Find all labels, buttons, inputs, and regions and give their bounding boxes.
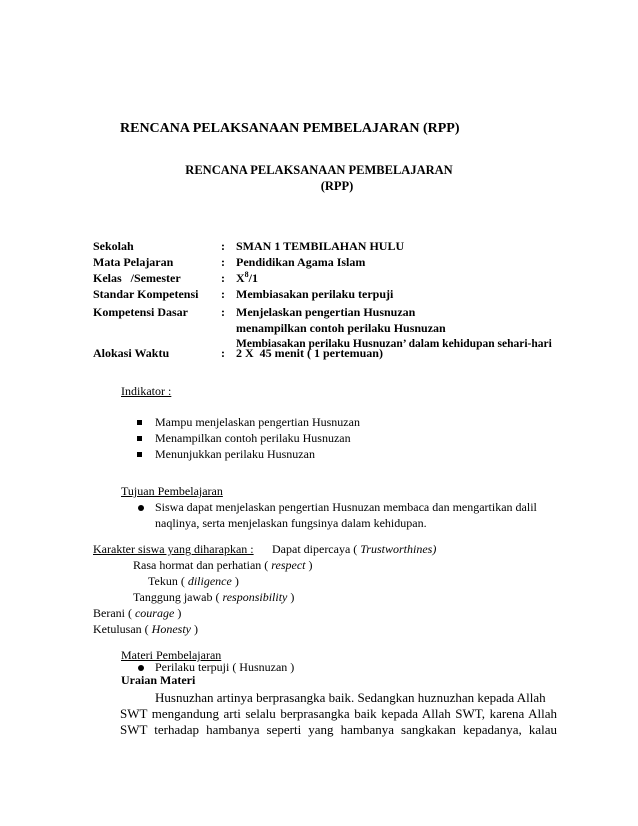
indikator-item: Mampu menjelaskan pengertian Husnuzan bbox=[155, 415, 360, 429]
karakter-close: ) bbox=[308, 558, 313, 572]
karakter-text: Ketulusan ( bbox=[93, 622, 149, 636]
tujuan-title: Tujuan Pembelajaran bbox=[121, 484, 223, 498]
subtitle-line-2: (RPP) bbox=[320, 179, 354, 193]
karakter-text: Dapat dipercaya ( bbox=[272, 542, 358, 556]
karakter-term: Trustworthines) bbox=[360, 542, 437, 556]
square-bullet-icon bbox=[137, 452, 142, 457]
page-title: RENCANA PELAKSANAAN PEMBELAJARAN (RPP) bbox=[120, 121, 460, 136]
karakter-term: respect bbox=[271, 558, 306, 572]
materi-item: Perilaku terpuji ( Husnuzan ) bbox=[155, 660, 295, 674]
karakter-title: Karakter siswa yang diharapkan : bbox=[93, 542, 254, 556]
tujuan-line-2: naqlinya, serta menjelaskan fungsinya dalam kehidupan. bbox=[155, 516, 427, 530]
value-alokasi-waktu: 2 X 45 menit ( 1 pertemuan) bbox=[236, 346, 383, 360]
karakter-text: Berani ( bbox=[93, 606, 132, 620]
kelas-value: X bbox=[236, 271, 245, 285]
square-bullet-icon bbox=[137, 420, 142, 425]
kelas-superscript: 8 bbox=[244, 270, 249, 279]
value-sekolah: SMAN 1 TEMBILAHAN HULU bbox=[236, 239, 405, 253]
materi-title: Materi Pembelajaran bbox=[121, 648, 222, 662]
uraian-line-2: SWT mengandung arti selalu berprasangka baik kepada Allah SWT, karena Allah bbox=[120, 706, 557, 721]
label-sekolah: Sekolah bbox=[93, 239, 134, 253]
karakter-item bbox=[272, 542, 436, 557]
separator: : bbox=[221, 305, 225, 319]
karakter-item bbox=[93, 622, 198, 637]
karakter-term: Honesty bbox=[151, 622, 191, 636]
karakter-text: Tanggung jawab ( bbox=[133, 590, 220, 604]
tujuan-line-1: Siswa dapat menjelaskan pengertian Husnuzan membaca dan mengartikan dalil bbox=[155, 500, 537, 514]
karakter-term: responsibility bbox=[222, 590, 288, 604]
indikator-item: Menampilkan contoh perilaku Husnuzan bbox=[155, 431, 351, 445]
label-alokasi-waktu: Alokasi Waktu bbox=[93, 346, 170, 360]
label-mata-pelajaran: Mata Pelajaran bbox=[93, 255, 174, 269]
karakter-text: Rasa hormat dan perhatian ( bbox=[133, 558, 269, 572]
separator: : bbox=[221, 271, 225, 285]
label-kompetensi-dasar: Kompetensi Dasar bbox=[93, 305, 188, 319]
value-kompetensi-dasar: Menjelaskan pengertian Husnuzan bbox=[236, 305, 416, 319]
round-bullet-icon bbox=[138, 665, 144, 671]
separator: : bbox=[221, 287, 225, 301]
karakter-close: ) bbox=[193, 622, 198, 636]
karakter-close: ) bbox=[290, 590, 295, 604]
karakter-close: ) bbox=[177, 606, 182, 620]
karakter-close: ) bbox=[234, 574, 239, 588]
indikator-item: Menunjukkan perilaku Husnuzan bbox=[155, 447, 315, 461]
subtitle-line-1: RENCANA PELAKSANAAN PEMBELAJARAN bbox=[185, 163, 453, 177]
uraian-title: Uraian Materi bbox=[121, 673, 196, 687]
semester-value: /1 bbox=[248, 271, 259, 285]
value-standar-kompetensi: Membiasakan perilaku terpuji bbox=[236, 287, 394, 301]
label-kelas-semester: Kelas /Semester bbox=[93, 271, 181, 285]
uraian-line-3: SWT terhadap hambanya seperti yang hambanya sangkakan kepadanya, kalau bbox=[120, 722, 557, 737]
value-kelas-semester bbox=[236, 271, 258, 286]
separator: : bbox=[221, 239, 225, 253]
separator: : bbox=[221, 255, 225, 269]
karakter-item bbox=[133, 590, 294, 605]
round-bullet-icon bbox=[138, 505, 144, 511]
karakter-term: courage bbox=[134, 606, 175, 620]
label-standar-kompetensi: Standar Kompetensi bbox=[93, 287, 199, 301]
karakter-text: Tekun ( bbox=[148, 574, 185, 588]
value-kompetensi-dasar-2: menampilkan contoh perilaku Husnuzan bbox=[236, 321, 446, 335]
karakter-item bbox=[148, 574, 239, 589]
karakter-item bbox=[133, 558, 313, 573]
karakter-item bbox=[93, 606, 181, 621]
karakter-term: diligence bbox=[187, 574, 232, 588]
value-kompetensi-dasar-3: Membiasakan perilaku Husnuzan’ dalam kehidupan sehari-hari bbox=[236, 338, 552, 350]
uraian-line-1: Husnuzhan artinya berprasangka baik. Sedangkan huznuzhan kepada Allah bbox=[155, 690, 546, 705]
indikator-title: Indikator : bbox=[121, 384, 172, 398]
separator: : bbox=[221, 346, 225, 360]
value-mata-pelajaran: Pendidikan Agama Islam bbox=[236, 255, 366, 269]
square-bullet-icon bbox=[137, 436, 142, 441]
